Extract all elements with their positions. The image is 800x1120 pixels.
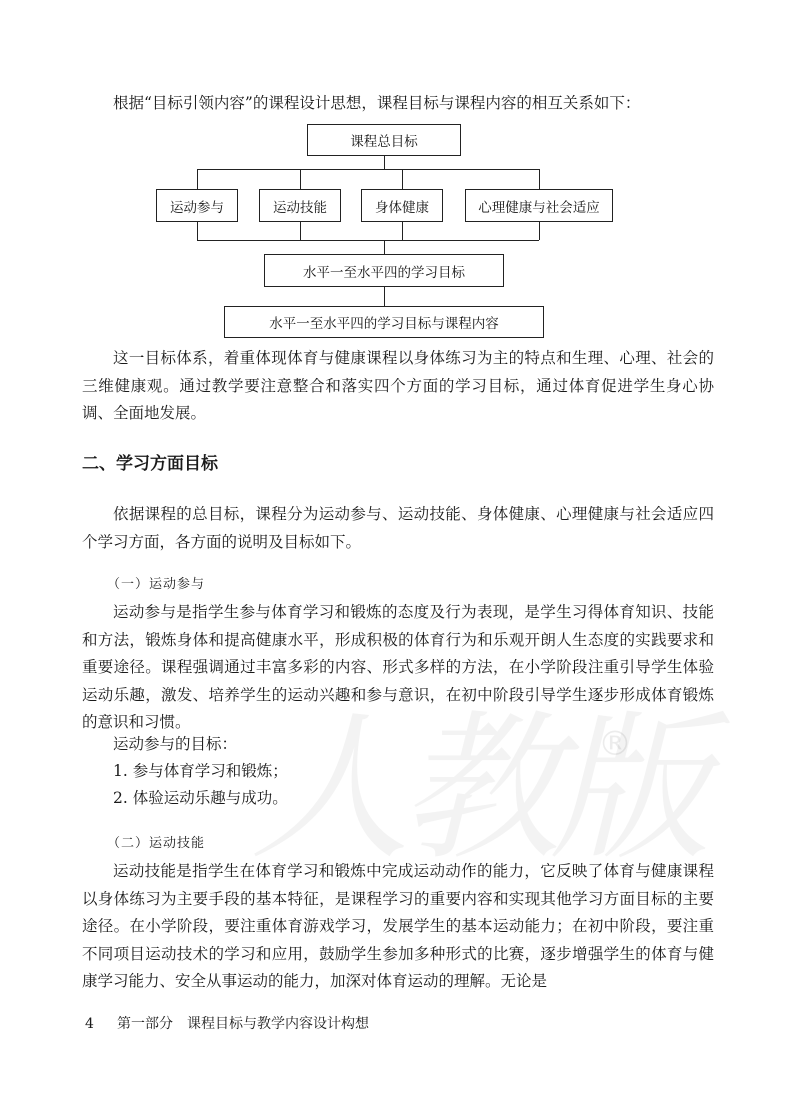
connector: [384, 240, 385, 254]
page-number: 4: [85, 1016, 94, 1032]
goals-label: 运动参与的目标：: [113, 735, 238, 753]
subsection-title-skills: （二）运动技能: [107, 836, 206, 851]
registered-mark: ®: [598, 724, 632, 764]
diagram-box-level-content: 水平一至水平四的学习目标与课程内容: [224, 306, 544, 338]
connector: [197, 169, 198, 189]
connector: [197, 240, 539, 241]
footer-section-title: 第一部分 课程目标与教学内容设计构想: [117, 1016, 369, 1032]
subsection-title-participation: （一）运动参与: [107, 577, 206, 592]
paragraph-skills: 运动技能是指学生在体育学习和锻炼中完成运动动作的能力，它反映了体育与健康课程以身体练习为主要手段的基本特征，是课程学习的重要内容和实现其他学习方面目标的主要途径。在小学阶段，要注重体育游戏学习，发展学生的基本运动能力；在初中阶段，要注重不同项目运动技术的学习和应用，鼓励学生参加多种形式的比赛，逐步增强学生的体育与健康学习能力、安全从事运动的能力，加深对体育运动的理解。无论是: [82, 862, 714, 990]
paragraph-basis: 依据课程的总目标，课程分为运动参与、运动技能、身体健康、心理健康与社会适应四个学习方面，各方面的说明及目标如下。: [82, 505, 714, 551]
section-heading: 二、学习方面目标: [82, 454, 218, 474]
diagram-box-area-skills: 运动技能: [259, 189, 341, 222]
connector: [402, 222, 403, 240]
connector: [300, 222, 301, 240]
connector: [402, 169, 403, 189]
intro-text: 根据“目标引领内容”的课程设计思想，课程目标与课程内容的相互关系如下：: [113, 94, 641, 112]
connector: [539, 222, 540, 240]
paragraph-target-system: 这一目标体系，着重体现体育与健康课程以身体练习为主的特点和生理、心理、社会的三维健康观。通过教学要注意整合和落实四个方面的学习目标，通过体育促进学生身心协调、全面地发展。: [82, 349, 714, 422]
goal-item: 1. 参与体育学习和锻炼；: [113, 762, 288, 780]
connector: [384, 287, 385, 306]
paragraph-participation: 运动参与是指学生参与体育学习和锻炼的态度及行为表现，是学生习得体育知识、技能和方法，锻炼身体和提高健康水平，形成积极的体育行为和乐观开朗人生态度的实践要求和重要途径。课程强调通过丰富多彩的内容、形式多样的方法，在小学阶段注重引导学生体验运动乐趣，激发、培养学生的运动兴趣和参与意识，在初中阶段引导学生逐步形成体育锻炼的意识和习惯。: [82, 603, 714, 731]
connector: [539, 169, 540, 189]
connector: [384, 156, 385, 169]
connector: [300, 169, 301, 189]
connector: [197, 169, 539, 170]
diagram-box-area-mental: 心理健康与社会适应: [465, 189, 613, 222]
diagram-box-level-goals: 水平一至水平四的学习目标: [264, 254, 504, 287]
diagram-box-area-participation: 运动参与: [156, 189, 238, 222]
connector: [197, 222, 198, 240]
goal-item: 2. 体验运动乐趣与成功。: [113, 789, 288, 807]
diagram-box-area-health: 身体健康: [361, 189, 443, 222]
diagram-box-top: 课程总目标: [307, 124, 461, 156]
